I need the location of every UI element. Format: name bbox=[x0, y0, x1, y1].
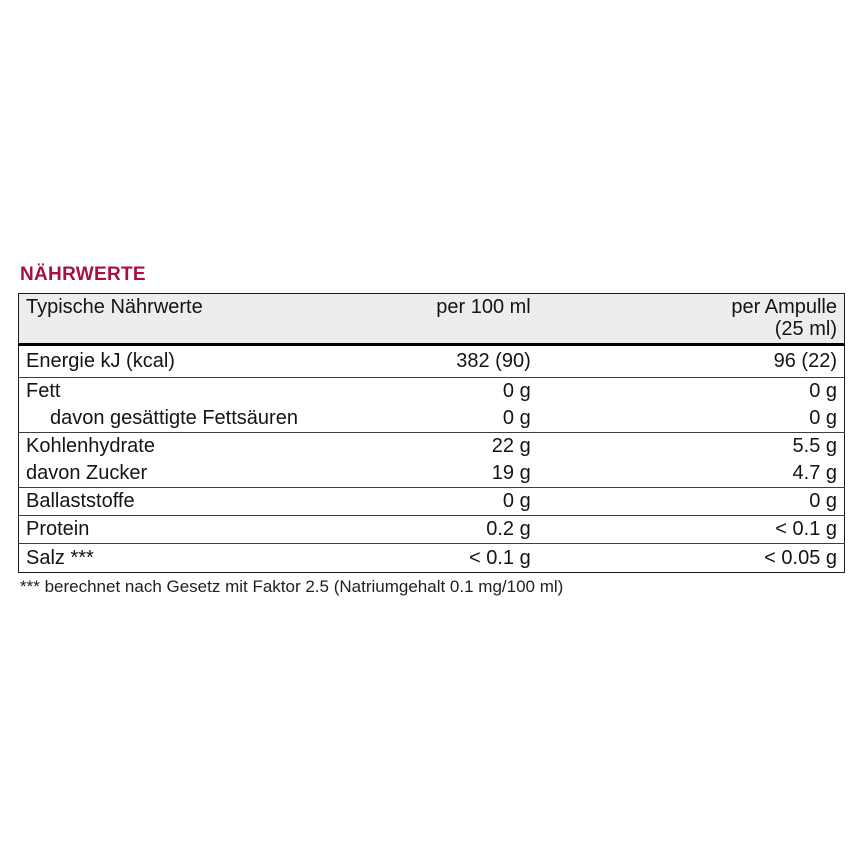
table-row-kohlenhydrate bbox=[19, 433, 845, 461]
value-per-ampulle: 4.7 g bbox=[535, 460, 845, 488]
value-per-ampulle: 0 g bbox=[809, 380, 837, 402]
table-header-row bbox=[19, 294, 845, 345]
header-per-ampulle bbox=[535, 294, 845, 345]
header-per-ampulle-line2: (25 ml) bbox=[774, 318, 837, 340]
header-per-ampulle-line1: per Ampulle bbox=[731, 296, 837, 318]
nutrient-label: Salz *** bbox=[26, 546, 94, 569]
header-typical-nutrients: Typische Nährwerte bbox=[19, 294, 391, 345]
value-per-100ml: 22 g bbox=[491, 435, 531, 457]
table-row-salz bbox=[19, 544, 845, 573]
salt-footnote: *** berechnet nach Gesetz mit Faktor 2.5 (Natriumgehalt 0.1 mg/100 ml) bbox=[20, 577, 564, 596]
nutrition-table bbox=[18, 293, 845, 573]
table-row-gesaettigte-fettsaeuren bbox=[19, 405, 845, 433]
value-per-ampulle: < 0.05 g bbox=[764, 546, 837, 569]
section-title: NÄHRWERTE bbox=[20, 264, 146, 285]
header-per-100ml: per 100 ml bbox=[390, 294, 535, 345]
value-per-100ml: 0 g bbox=[390, 488, 535, 516]
value-per-ampulle: 5.5 g bbox=[792, 435, 837, 457]
value-per-100ml: 0 g bbox=[390, 405, 535, 433]
table-row-zucker bbox=[19, 460, 845, 488]
nutrient-label: Ballaststoffe bbox=[19, 488, 391, 516]
nutrient-label: davon gesättigte Fettsäuren bbox=[19, 405, 391, 433]
nutrient-label: davon Zucker bbox=[19, 460, 391, 488]
nutrient-label: Kohlenhydrate bbox=[26, 435, 155, 457]
table-row-protein bbox=[19, 516, 845, 544]
value-per-ampulle: 96 (22) bbox=[535, 345, 845, 378]
nutrient-label: Fett bbox=[26, 380, 61, 402]
value-per-100ml: 382 (90) bbox=[390, 345, 535, 378]
table-row-energie bbox=[19, 345, 845, 378]
nutrient-label: Protein bbox=[19, 516, 391, 544]
table-row-ballaststoffe bbox=[19, 488, 845, 516]
value-per-100ml: 0.2 g bbox=[390, 516, 535, 544]
table-row-fett bbox=[19, 378, 845, 406]
nutrient-label: Energie kJ (kcal) bbox=[19, 345, 391, 378]
value-per-100ml: < 0.1 g bbox=[469, 546, 531, 569]
value-per-ampulle: < 0.1 g bbox=[535, 516, 845, 544]
value-per-100ml: 19 g bbox=[390, 460, 535, 488]
value-per-ampulle: 0 g bbox=[535, 488, 845, 516]
value-per-100ml: 0 g bbox=[502, 380, 531, 402]
value-per-ampulle: 0 g bbox=[535, 405, 845, 433]
